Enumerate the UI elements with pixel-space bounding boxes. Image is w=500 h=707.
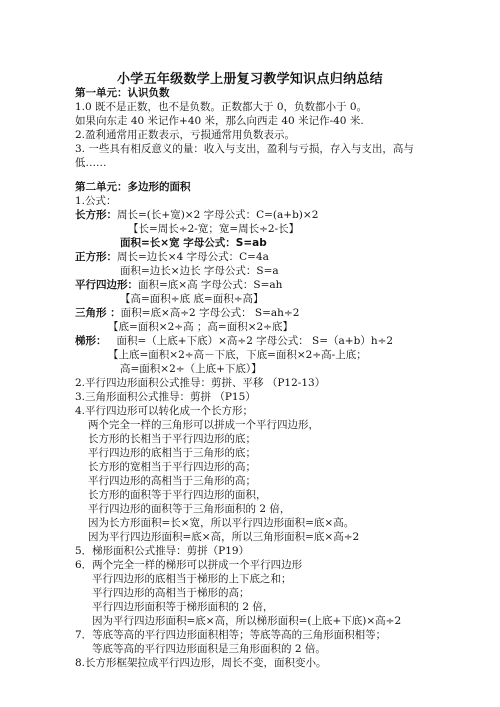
triangle-area: 面积=底×高÷2 字母公式： S=ah÷2 xyxy=(120,307,300,319)
unit1-heading: 第一单元：认识负数 xyxy=(75,87,170,99)
rectangle-bracket: 【长=周长÷2-宽；宽=周长÷2-长】 xyxy=(128,223,300,235)
trapezoid-bracket-2: 高=面积×2÷（上底+下底）】 xyxy=(120,363,262,375)
point-6-line-2: 平行四边形的高相当于梯形的高； xyxy=(92,587,250,599)
point-4: 4.平行四边形可以转化成一个长方形； xyxy=(75,405,254,417)
point-7: 7．等底等高的平行四边形面积相等；等底等高的三角形面积相等； xyxy=(75,629,387,641)
rectangle-formula: 周长=(长+宽)×2 字母公式：C=(a+b)×2 xyxy=(117,209,319,221)
point-8: 8.长方形框架拉成平行四边形，周长不变，面积变小。 xyxy=(75,657,327,669)
point-6-line-4: 因为平行四边形面积=底×高，所以梯形面积=(上底+下底)×高÷2 xyxy=(92,615,402,627)
trapezoid-bracket-1: 【上底=面积×2÷高－下底，下底=面积×2÷高-上底； xyxy=(108,349,367,361)
point-4-line-5: 平行四边形的高相当于三角形的高； xyxy=(88,475,256,487)
point-4-line-7: 平行四边形的面积等于三角形面积的 2 倍， xyxy=(88,503,291,515)
point-6-line-1: 平行四边形的底相当于梯形的上下底之和； xyxy=(92,573,292,585)
unit1-line4b: 低…… xyxy=(75,157,107,169)
triangle-row xyxy=(75,306,299,320)
rectangle-row xyxy=(75,208,318,222)
square-perimeter: 周长=边长×4 字母公式：C=4a xyxy=(117,251,269,263)
point-4-line-2: 长方形的长相当于平行四边形的底； xyxy=(88,433,256,445)
parallelogram-row xyxy=(75,278,282,292)
point-7-line-1: 等底等高的平行四边形面积是三角形面积的 2 倍。 xyxy=(92,643,326,655)
point-6: 6．两个完全一样的梯形可以拼成一个平行四边形 xyxy=(75,559,303,571)
parallelogram-label: 平行四边形： xyxy=(75,279,138,291)
triangle-bracket: 【底=面积×2÷高 ；高=面积×2÷底】 xyxy=(108,321,293,333)
unit1-line1: 1.0 既不是正数，也不是负数。正数都大于 0，负数都小于 0。 xyxy=(75,101,368,113)
trapezoid-area: 面积=（上底+下底）×高÷2 字母公式： S=（a+b）h÷2 xyxy=(116,335,394,347)
point-2: 2.平行四边形面积公式推导：剪拼、平移 （P12-13） xyxy=(75,377,326,389)
unit2-heading: 第二单元：多边形的面积 xyxy=(75,181,191,193)
unit1-line4a: 3. 一些具有相反意义的量：收入与支出，盈利与亏损，存入与支出，高与 xyxy=(75,143,414,155)
trapezoid-row xyxy=(75,334,393,348)
point-4-line-4: 长方形的宽相当于平行四边形的高； xyxy=(88,461,256,473)
square-label: 正方形： xyxy=(75,251,117,263)
point-4-line-6: 长方形的面积等于平行四边形的面积， xyxy=(88,489,267,501)
point-6-line-3: 平行四边形面积等于梯形面积的 2 倍， xyxy=(92,601,274,613)
document-title: 小学五年级数学上册复习教学知识点归纳总结 xyxy=(116,72,383,87)
unit1-line3: 2.盈利通常用正数表示，亏损通常用负数表示。 xyxy=(75,129,296,141)
unit1-line2: 如果向东走 40 米记作+40 米，那么向西走 40 米记作-40 米. xyxy=(75,115,364,127)
parallelogram-area: 面积=底×高 字母公式：S=ah xyxy=(138,279,283,291)
square-row xyxy=(75,250,269,264)
point-5: 5．梯形面积公式推导：剪拼（P19） xyxy=(75,545,250,557)
square-area: 面积=边长×边长 字母公式：S=a xyxy=(120,265,279,277)
point-3: 3.三角形面积公式推导：剪拼 （P15） xyxy=(75,391,256,403)
trapezoid-label: 梯形： xyxy=(75,335,107,347)
rectangle-area: 面积=长×宽 字母公式：S=ab xyxy=(120,237,267,249)
rectangle-label: 长方形： xyxy=(75,209,117,221)
point-4-line-9: 因为平行四边形面积=底×高，所以三角形面积=底×高÷2 xyxy=(88,531,360,543)
point-4-line-8: 因为长方形面积=长×宽，所以平行四边形面积=底×高。 xyxy=(88,517,355,529)
point-4-line-3: 平行四边形的底相当于三角形的底； xyxy=(88,447,256,459)
parallelogram-bracket: 【高=面积÷底 底=面积÷高】 xyxy=(120,293,264,305)
point-4-line-1: 两个完全一样的三角形可以拼成一个平行四边形， xyxy=(88,419,319,431)
triangle-label: 三角形 ： xyxy=(75,307,121,319)
formulas-label: 1.公式： xyxy=(75,195,117,207)
